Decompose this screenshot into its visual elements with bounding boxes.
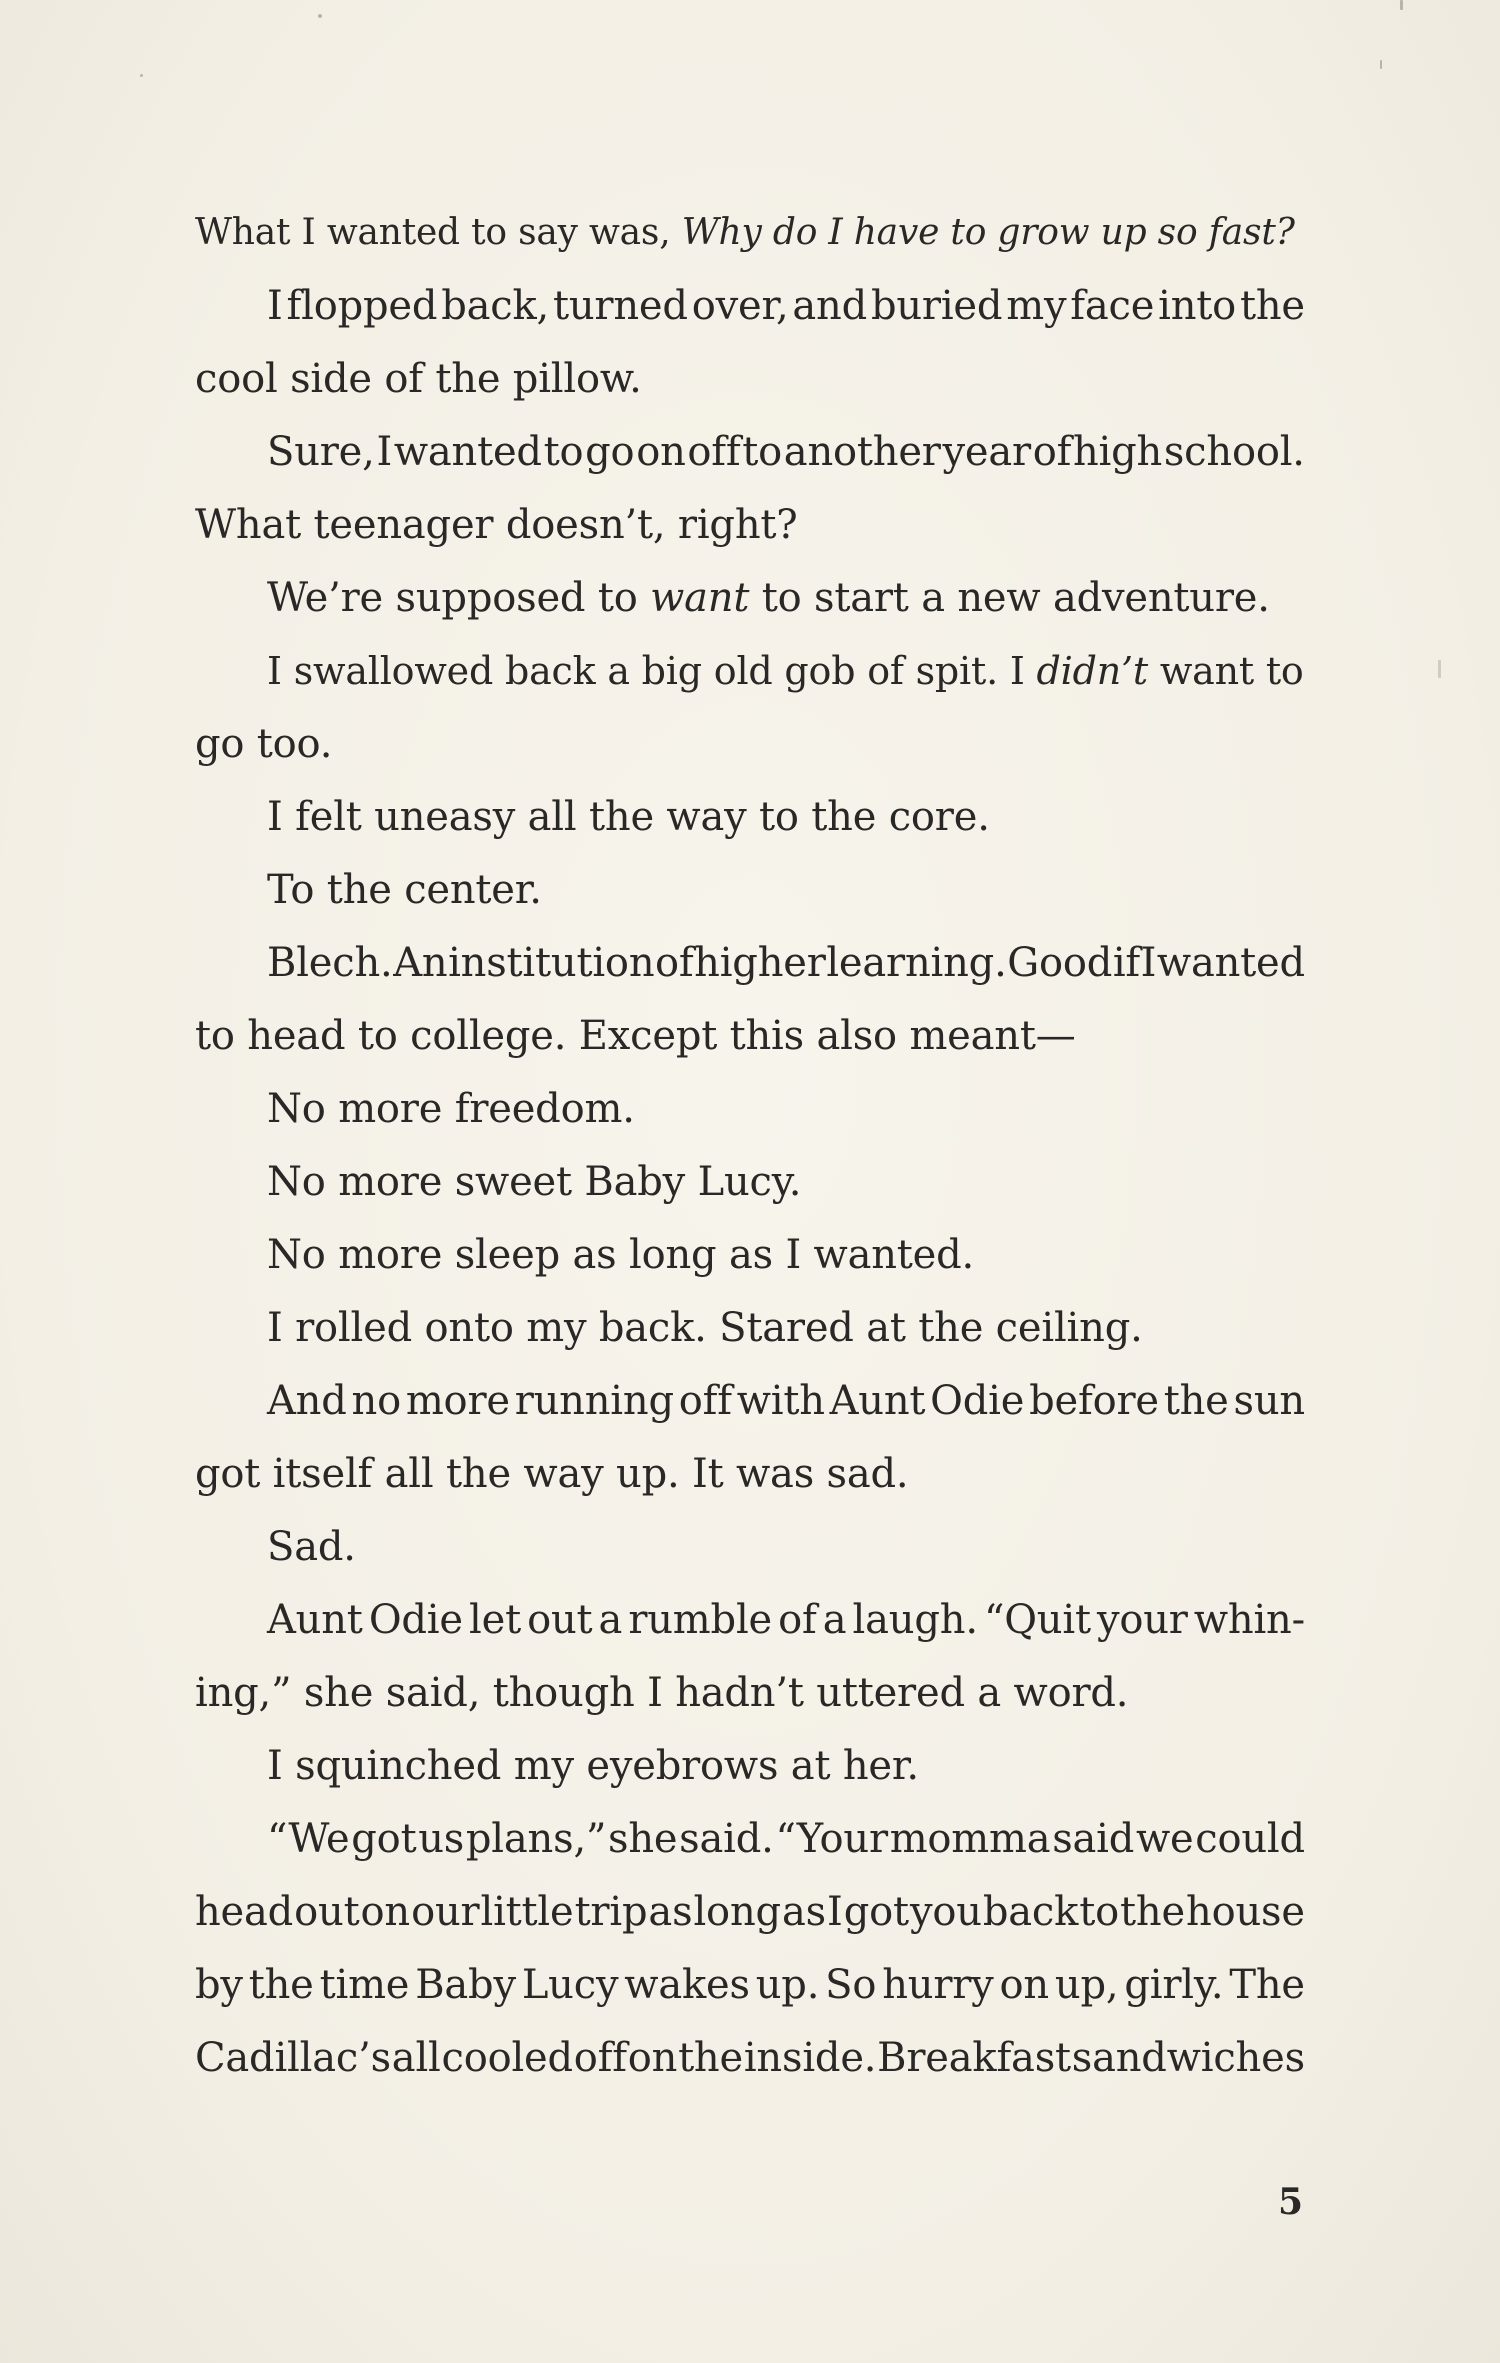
text-line: What I wanted to say was, Why do I have to grow up so fast? bbox=[195, 212, 1295, 253]
text-line bbox=[195, 1960, 1305, 2010]
word: my bbox=[1006, 283, 1067, 329]
word: we bbox=[1135, 1816, 1194, 1862]
paper-speck bbox=[140, 74, 143, 77]
text-line bbox=[267, 427, 1305, 477]
text-line bbox=[267, 1814, 1305, 1864]
word: Odie bbox=[930, 1378, 1025, 1424]
word: of bbox=[655, 940, 694, 986]
word: the bbox=[678, 2035, 743, 2081]
word: could bbox=[1195, 1816, 1305, 1862]
word: Lucy bbox=[521, 1962, 619, 2008]
word: school. bbox=[1163, 429, 1305, 475]
word: the bbox=[1240, 283, 1305, 329]
word: Cadillac’s bbox=[195, 2035, 391, 2081]
word: on bbox=[627, 2035, 678, 2081]
word: wanted bbox=[393, 429, 542, 475]
paper-speck bbox=[1380, 60, 1382, 69]
word: before bbox=[1029, 1378, 1159, 1424]
word: Good bbox=[1007, 940, 1113, 986]
word: and bbox=[792, 283, 868, 329]
word: with bbox=[736, 1378, 825, 1424]
word: on bbox=[999, 1962, 1049, 2008]
text-line: To the center. bbox=[267, 867, 542, 913]
word: you bbox=[909, 1889, 982, 1935]
word: by bbox=[195, 1962, 243, 2008]
text-line: to head to college. Except this also meant— bbox=[195, 1013, 1076, 1059]
paper-speck bbox=[1438, 660, 1441, 678]
word: off bbox=[573, 2035, 627, 2081]
word: inside. bbox=[743, 2035, 877, 2081]
word: go bbox=[585, 429, 635, 475]
word: the bbox=[248, 1962, 314, 2008]
word: to bbox=[543, 429, 584, 475]
word: another bbox=[783, 429, 941, 475]
text-line bbox=[267, 281, 1305, 331]
word: us bbox=[418, 1816, 465, 1862]
word: a bbox=[822, 1597, 847, 1643]
word: high bbox=[1072, 429, 1163, 475]
word: running bbox=[514, 1378, 674, 1424]
word: flopped bbox=[286, 283, 438, 329]
word: learning. bbox=[826, 940, 1007, 986]
word: up. bbox=[755, 1962, 820, 2008]
text-line: go too. bbox=[195, 721, 333, 767]
word: sun bbox=[1233, 1378, 1305, 1424]
word: time bbox=[319, 1962, 410, 2008]
word: I bbox=[267, 283, 283, 329]
word: laugh. bbox=[852, 1597, 978, 1643]
word: said. bbox=[679, 1816, 774, 1862]
text-line: ing,” she said, though I hadn’t uttered a word. bbox=[195, 1670, 1129, 1716]
word: head bbox=[195, 1889, 294, 1935]
word: out bbox=[294, 1889, 360, 1935]
word: no bbox=[351, 1378, 401, 1424]
word: to bbox=[742, 429, 783, 475]
word: the bbox=[1120, 1889, 1185, 1935]
word: I bbox=[827, 1889, 843, 1935]
word: whin- bbox=[1193, 1597, 1305, 1643]
text-line bbox=[195, 2033, 1305, 2083]
word: out bbox=[527, 1597, 593, 1643]
word: Aunt bbox=[829, 1378, 926, 1424]
word: institution bbox=[448, 940, 655, 986]
word: Blech. bbox=[267, 940, 393, 986]
word: hurry bbox=[882, 1962, 994, 2008]
word: trip bbox=[574, 1889, 648, 1935]
word: The bbox=[1229, 1962, 1305, 2008]
word: wakes bbox=[624, 1962, 750, 2008]
word: I bbox=[376, 429, 393, 475]
word: into bbox=[1158, 283, 1237, 329]
text-line: No more sleep as long as I wanted. bbox=[267, 1232, 975, 1278]
word: off bbox=[678, 1378, 732, 1424]
paper-speck bbox=[1400, 0, 1403, 10]
word: girly. bbox=[1124, 1962, 1224, 2008]
text-line: Sad. bbox=[267, 1524, 356, 1570]
word: over, bbox=[691, 283, 789, 329]
word: cooled bbox=[441, 2035, 573, 2081]
word: So bbox=[825, 1962, 877, 2008]
word: a bbox=[598, 1597, 623, 1643]
word: “We bbox=[267, 1816, 350, 1862]
word: And bbox=[267, 1378, 347, 1424]
word: turned bbox=[552, 283, 688, 329]
text-line: We’re supposed to want to start a new adventure. bbox=[267, 575, 1270, 621]
word: back, bbox=[441, 283, 550, 329]
text-line: No more sweet Baby Lucy. bbox=[267, 1159, 802, 1205]
word: year bbox=[942, 429, 1031, 475]
text-line: No more freedom. bbox=[267, 1086, 635, 1132]
word: your bbox=[1096, 1597, 1188, 1643]
word: wanted bbox=[1156, 940, 1305, 986]
word: to bbox=[1079, 1889, 1119, 1935]
word: off bbox=[687, 429, 741, 475]
word: as bbox=[648, 1889, 693, 1935]
word: I bbox=[1140, 940, 1157, 986]
word: Odie bbox=[368, 1597, 463, 1643]
word: sandwiches bbox=[1071, 2035, 1305, 2081]
word: the bbox=[1163, 1378, 1229, 1424]
word: rumble bbox=[628, 1597, 773, 1643]
word: “Your bbox=[775, 1816, 888, 1862]
text-line: I swallowed back a big old gob of spit. I didn’t want to bbox=[267, 649, 1304, 693]
word: of bbox=[1032, 429, 1072, 475]
word: momma bbox=[889, 1816, 1051, 1862]
text-line: I felt uneasy all the way to the core. bbox=[267, 794, 990, 840]
word: long bbox=[693, 1889, 781, 1935]
word: little bbox=[480, 1889, 574, 1935]
word: An bbox=[393, 940, 448, 986]
word: back bbox=[982, 1889, 1079, 1935]
text-line: cool side of the pillow. bbox=[195, 356, 642, 402]
word: Sure, bbox=[267, 429, 375, 475]
word: higher bbox=[694, 940, 826, 986]
page-number: 5 bbox=[1278, 2181, 1304, 2223]
word: got bbox=[351, 1816, 417, 1862]
word: house bbox=[1186, 1889, 1305, 1935]
word: on bbox=[360, 1889, 410, 1935]
word: “Quit bbox=[983, 1597, 1091, 1643]
word: as bbox=[781, 1889, 826, 1935]
word: Baby bbox=[415, 1962, 516, 2008]
word: she bbox=[608, 1816, 678, 1862]
word: said bbox=[1052, 1816, 1135, 1862]
word: got bbox=[843, 1889, 909, 1935]
word: more bbox=[405, 1378, 510, 1424]
word: let bbox=[469, 1597, 521, 1643]
word: buried bbox=[870, 283, 1003, 329]
paper-speck bbox=[318, 14, 322, 18]
word: our bbox=[411, 1889, 480, 1935]
word: plans,” bbox=[465, 1816, 607, 1862]
text-line: I rolled onto my back. Stared at the ceiling. bbox=[267, 1305, 1143, 1351]
word: Breakfast bbox=[877, 2035, 1071, 2081]
word: on bbox=[636, 429, 686, 475]
text-line: got itself all the way up. It was sad. bbox=[195, 1451, 909, 1497]
text-line bbox=[267, 938, 1305, 988]
word: all bbox=[391, 2035, 441, 2081]
text-line bbox=[267, 1595, 1305, 1645]
word: face bbox=[1070, 283, 1155, 329]
word: Aunt bbox=[267, 1597, 363, 1643]
word: if bbox=[1112, 940, 1141, 986]
text-line: I squinched my eyebrows at her. bbox=[267, 1743, 919, 1789]
text-line bbox=[267, 1376, 1305, 1426]
word: up, bbox=[1054, 1962, 1119, 2008]
text-line: What teenager doesn’t, right? bbox=[195, 502, 798, 548]
text-line bbox=[195, 1887, 1305, 1937]
word: of bbox=[778, 1597, 817, 1643]
